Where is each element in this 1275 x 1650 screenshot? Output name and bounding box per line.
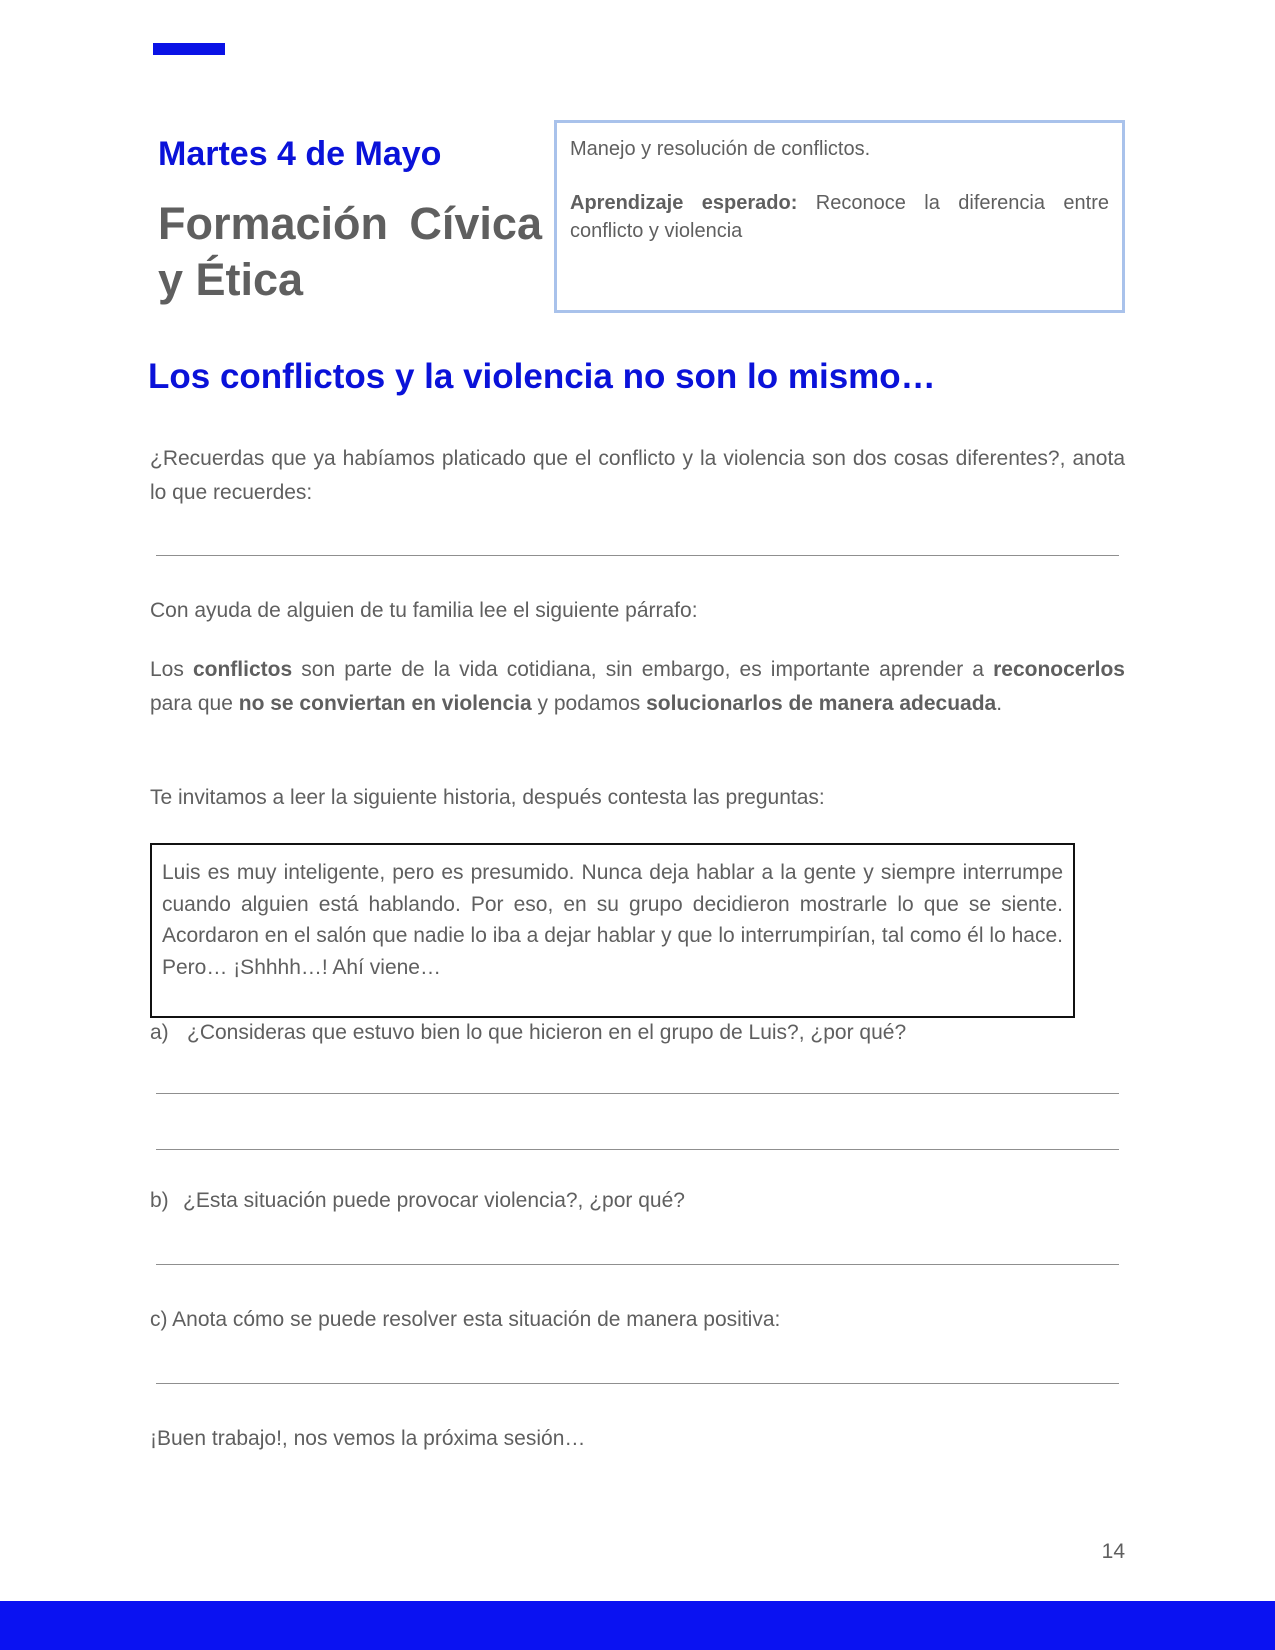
subject-title [158,196,542,308]
subject-title-line1 [158,196,542,252]
conflict-paragraph-bold: solucionarlos de manera adecuada [646,692,997,715]
subject-title-line2: y Ética [158,254,304,305]
conflict-paragraph-bold: no se conviertan en violencia [238,692,532,715]
answer-line-c[interactable] [156,1383,1119,1384]
conflict-paragraph-text: y podamos [531,692,647,715]
page-number: 14 [1101,1540,1125,1563]
date-title: Martes 4 de Mayo [158,135,442,173]
conflict-paragraph-text: son parte de la vida cotidiana, sin embargo, es importante aprender a [292,658,994,681]
question-b [150,1186,685,1216]
closing-message: ¡Buen trabajo!, nos vemos la próxima sesión… [150,1427,586,1450]
story-box: Luis es muy inteligente, pero es presumido. Nunca deja hablar a la gente y siempre interrumpe cuando alguien está hablando. Por eso, en su grupo decidieron mostrarle lo que se siente. Acordaron en el salón que nadie lo iba a dejar hablar y que lo interrumpirían, tal como él lo hace. Pero… ¡Shhhh…! Ahí viene… [150,843,1075,1018]
answer-line-b[interactable] [156,1264,1119,1265]
answer-line-intro[interactable] [156,555,1119,556]
top-accent-bar [153,43,225,55]
question-a-text: ¿Consideras que estuvo bien lo que hicieron en el grupo de Luis?, ¿por qué? [187,1021,907,1044]
story-invitation: Te invitamos a leer la siguiente historia, después contesta las preguntas: [150,786,825,809]
topic-text: Manejo y resolución de conflictos. [570,138,871,160]
conflict-paragraph-bold: conflictos [192,658,293,681]
expected-learning-text: Reconoce la diferencia entre conflicto y violencia [570,192,1109,242]
conflict-paragraph-text: Los [150,658,193,681]
conflict-paragraph-text: para que [150,692,239,715]
question-a-marker: a) [150,1021,169,1044]
family-instruction: Con ayuda de alguien de tu familia lee el siguiente párrafo: [150,599,698,622]
question-a [150,1018,906,1048]
conflict-paragraph-text: . [996,692,1003,715]
answer-line-a-2[interactable] [156,1149,1119,1150]
expected-learning [570,189,1109,245]
subject-title-word-civica: Cívica [409,198,542,249]
question-b-text: ¿Esta situación puede provocar violencia?, ¿por qué? [183,1189,685,1212]
learning-info-box [554,120,1125,313]
expected-learning-label: Aprendizaje esperado: [570,192,798,214]
section-title: Los conflictos y la violencia no son lo mismo… [148,357,936,396]
intro-question: ¿Recuerdas que ya habíamos platicado que el conflicto y la violencia son dos cosas diferentes?, anota lo que recuerdes: [150,447,1125,504]
conflict-paragraph-bold: reconocerlos [993,658,1125,681]
subject-title-word-formacion: Formación [158,198,389,249]
bottom-footer-bar [0,1601,1275,1650]
question-b-marker: b) [150,1189,169,1212]
answer-line-a-1[interactable] [156,1093,1119,1094]
conflict-paragraph [150,653,1125,721]
question-c: c) Anota cómo se puede resolver esta situación de manera positiva: [150,1308,781,1331]
